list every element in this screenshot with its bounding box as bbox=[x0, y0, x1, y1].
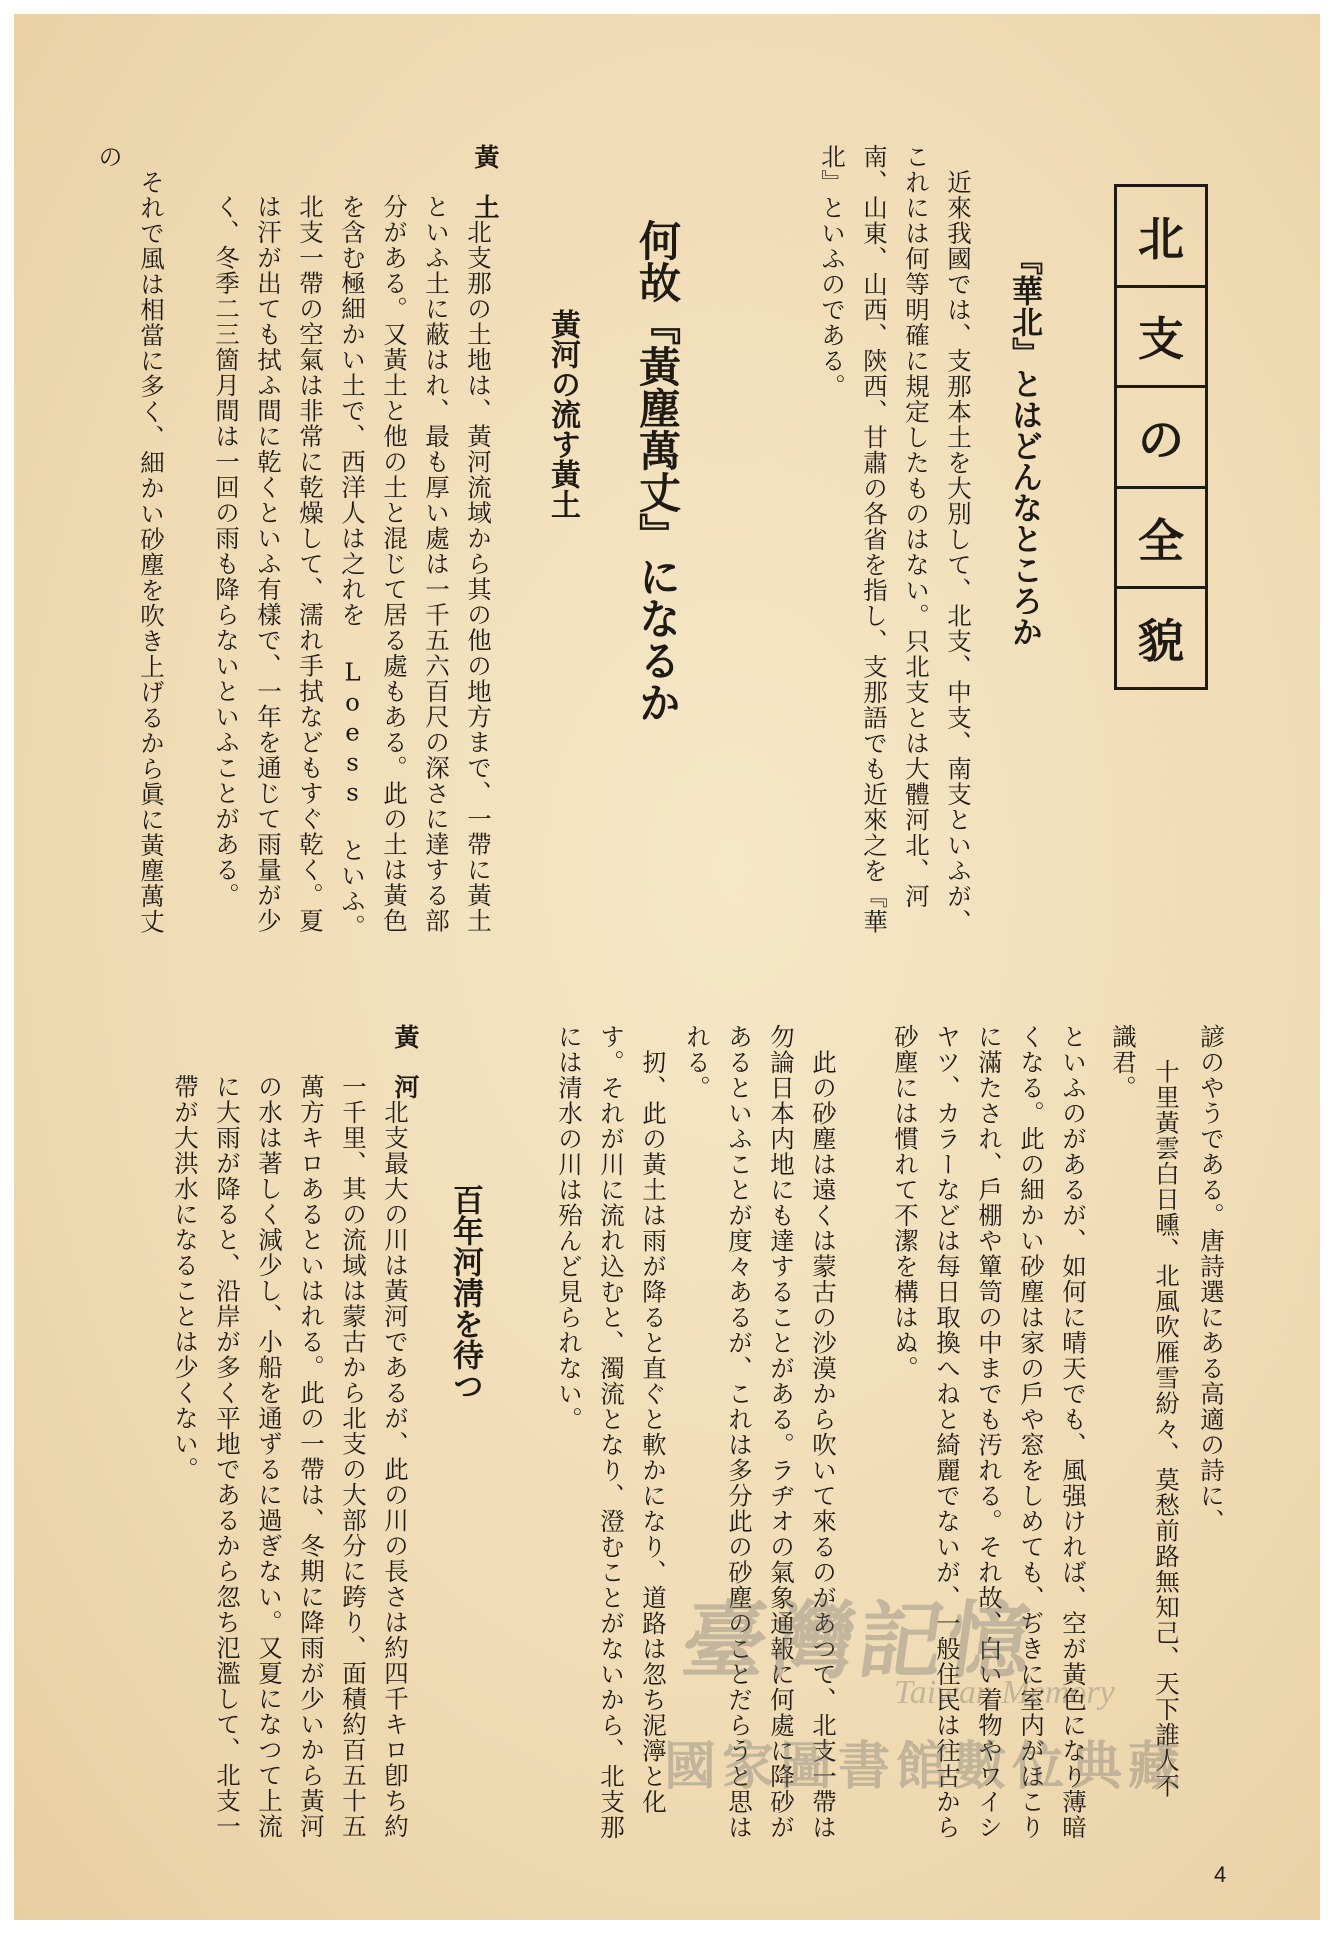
title-char: 支 bbox=[1117, 288, 1205, 389]
dust-paragraph-3: 扨、此の黃土は雨が降ると直ぐと軟かになり、道路は忽ち泥濘と化す。それが川に流れ込むと、濁流となり、澄むことがないから、北支那には清水の川は殆んど見られない。 bbox=[555, 1024, 668, 1840]
continuation-text: 諺のやうである。唐詩選にある高適の詩に、 bbox=[1197, 1024, 1226, 1534]
title-char: 貌 bbox=[1138, 614, 1184, 669]
dust-paragraph-2: 此の砂塵は遠くは蒙古の沙漠から吹いて來るのがあつて、北支一帶は勿論日本内地にも達することがある。ラヂオの氣象通報に何處に降砂があるといふことが度々あるが、これは多分此の砂塵のことだらうと思はれる。 bbox=[683, 1024, 838, 1840]
loess-paragraph: 北支那の土地は、黃河流域から其の他の地方まで、一帶に黃土といふ土に蔽はれ、最も厚い處は一千五六百尺の深さに達する部分がある。又黃土と他の土と混じて居る處もある。此の土は黃色を含む極細かい土で、西洋人は之れを Loess といふ。北支一帶の空氣は非常に乾燥して、濡れ手拭などもすぐ乾く。夏は汗が出ても拭ふ間に乾くといふ有樣で、一年を通じて雨量が少く、冬季二三箇月間は一回の雨も降らないといふことがある。 bbox=[212, 194, 493, 940]
section1-body: 近來我國では、支那本土を大別して、北支、中支、南支といふが、これには何等明確に規定したものはない。只北支とは大體河北、河南、山東、山西、陝西、甘肅の各省を指し、支那語でも近來之を『華北』といふのである。 bbox=[818, 144, 973, 935]
poem-line-end: 識君。 bbox=[1109, 1024, 1138, 1101]
title-char: 北 bbox=[1117, 187, 1205, 288]
page-number: 4 bbox=[1214, 1862, 1227, 1887]
dust-paragraph: といふのがあるが、如何に晴天でも、風强ければ、空が黃色になり薄暗くなる。此の細かい砂塵は家の戶や窓をしめても、ぢきに室内がほこりに滿たされ、戶棚や簞笥の中までも汚れる。それ故、白い着物やワイシヤツ、カラーなどは每日取換へねと綺麗でないが、一般住民は往古から砂塵には慣れて不潔を構はぬ。 bbox=[891, 1024, 1088, 1840]
section2-heading: 何故『黃塵萬丈』になるか bbox=[633, 219, 682, 723]
section4-heading: 百年河淸を待つ bbox=[447, 1184, 483, 1401]
poem-line: 十里黃雲白日曛、北風吹雁雪紛々、莫愁前路無知己、天下誰人不 bbox=[1152, 1059, 1181, 1799]
watermark-calligraphy: 臺灣記憶 bbox=[676, 1591, 1043, 1690]
section2-subheading: 黃河の流す黃土 bbox=[545, 309, 580, 519]
title-box bbox=[1114, 184, 1208, 690]
loess-label: 黃 土 bbox=[471, 144, 500, 219]
watermark-english: Taiwan Memory bbox=[894, 1674, 1115, 1711]
page bbox=[14, 14, 1320, 1920]
yellow-river-paragraph: 北支最大の川は黃河であるが、此の川の長さは約四千キロ卽ち約一千里、其の流域は蒙古から北支の大部分に跨り、面積約百五十五萬方キロあるといはれる。此の一帶は、冬期に降雨が少いから黃河の水は著しく減少し、小船を通ずるに過ぎない。又夏になつて上流に大雨が降ると、沿岸が多く平地であるから忽ち氾濫して、北支一帶が大洪水になることは少くない。 bbox=[171, 1074, 410, 1839]
section1-heading: 『華北』とはどんなところか bbox=[1006, 244, 1042, 647]
title-char: の bbox=[1117, 388, 1205, 489]
yellow-river-label: 黃 河 bbox=[391, 1024, 420, 1099]
loess-paragraph-cont: それで風は相當に多く、細かい砂塵を吹き上げるから眞に黃塵萬丈の bbox=[95, 144, 166, 935]
title-char: 全 bbox=[1117, 489, 1205, 590]
watermark-chinese: 國家圖書館數位典藏 bbox=[664, 1737, 1187, 1797]
